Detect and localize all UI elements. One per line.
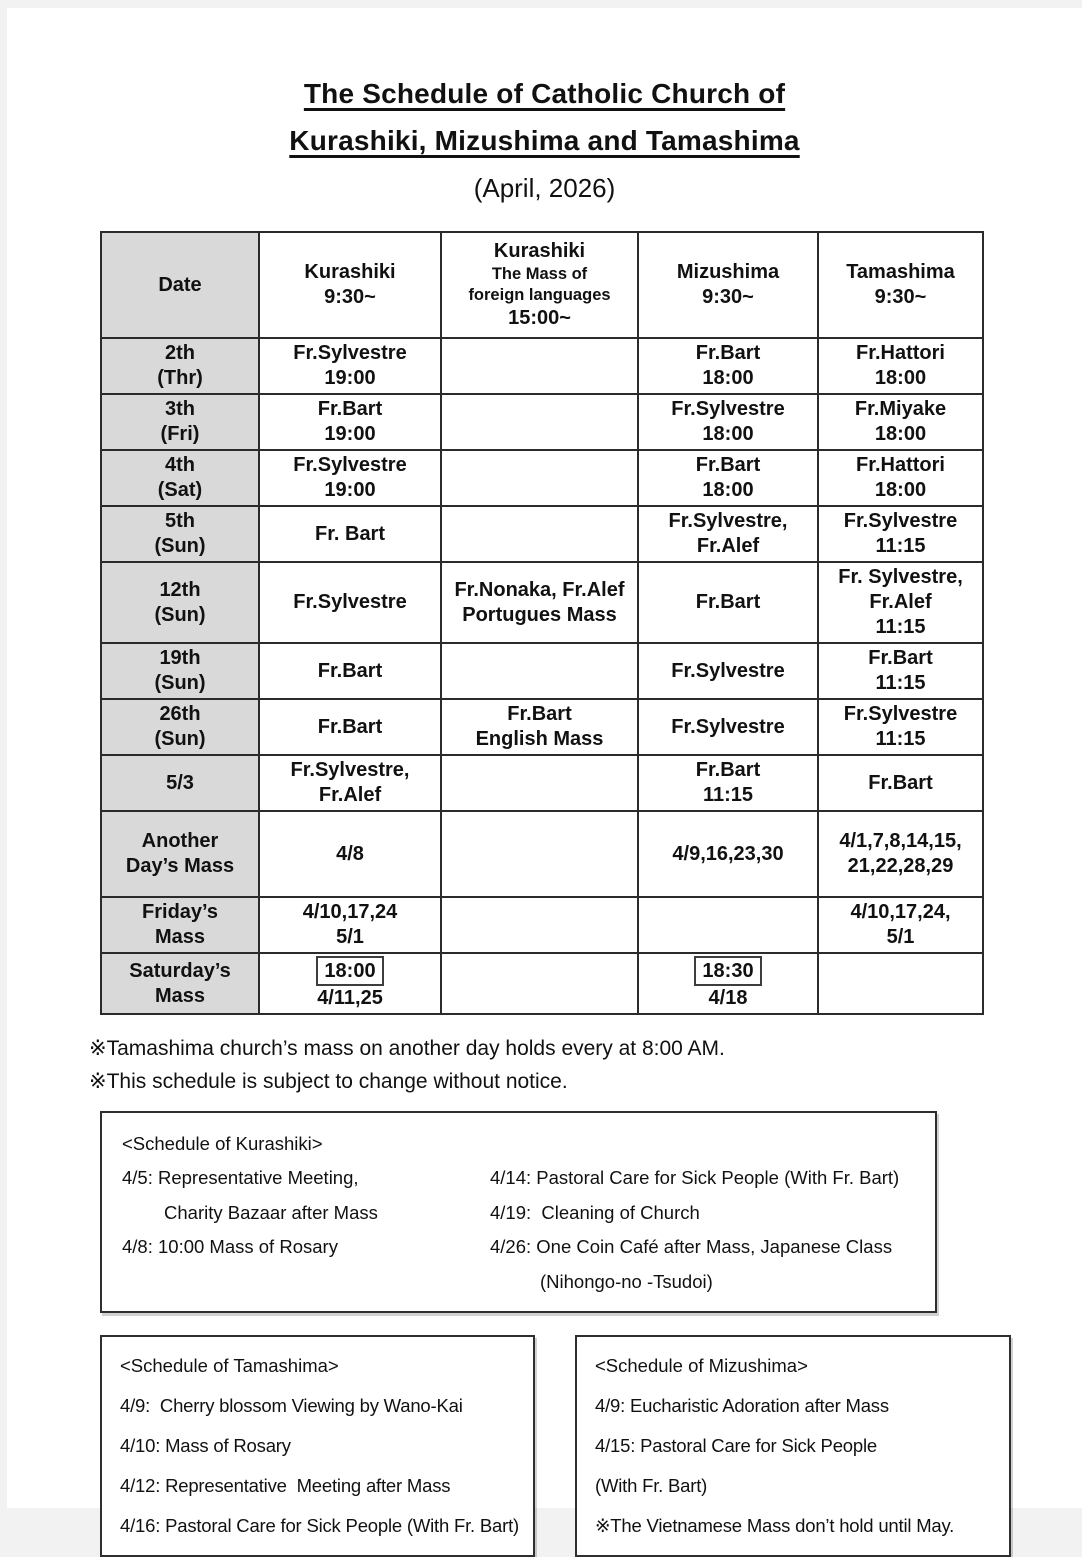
date-cell: Saturday’s Mass [101, 953, 259, 1014]
schedule-cell [441, 394, 638, 450]
date-cell: 2th (Thr) [101, 338, 259, 394]
page-subtitle: (April, 2026) [473, 173, 616, 203]
document-page [7, 8, 1082, 1536]
schedule-cell: Fr.Bart English Mass [441, 699, 638, 755]
schedule-cell: Fr.Sylvestre 19:00 [259, 450, 441, 506]
header-row [101, 232, 983, 338]
schedule-cell: Fr.Sylvestre 19:00 [259, 338, 441, 394]
table-row [101, 897, 983, 953]
schedule-cell [441, 338, 638, 394]
schedule-cell [441, 811, 638, 897]
schedule-line: 4/15: Pastoral Care for Sick People [595, 1435, 877, 1456]
schedule-cell [441, 953, 638, 1014]
table-row [101, 338, 983, 394]
schedule-cell: 4/9,16,23,30 [638, 811, 818, 897]
schedule-cell: Fr.Bart [259, 699, 441, 755]
schedule-cell [638, 897, 818, 953]
title-line-1: The Schedule of Catholic Church of [303, 78, 786, 109]
table-row [101, 755, 983, 811]
table-row [101, 643, 983, 699]
mizushima-schedule-box [575, 1335, 1011, 1557]
schedule-cell: Fr.Miyake 18:00 [818, 394, 983, 450]
date-cell: Another Day’s Mass [101, 811, 259, 897]
schedule-cell [818, 953, 983, 1014]
box-title: <Schedule of Mizushima> [595, 1355, 808, 1376]
col-header-kurashiki-foreign: Kurashiki The Mass of foreign languages 15:00~ [441, 232, 638, 338]
footnotes [89, 1032, 1082, 1098]
kurashiki-box-right-column [490, 1161, 935, 1299]
table-row [101, 562, 983, 643]
schedule-cell: Fr.Sylvestre 18:00 [638, 394, 818, 450]
mass-schedule-table [100, 231, 984, 1015]
boxed-time: 18:30 [694, 956, 761, 986]
schedule-cell [441, 506, 638, 562]
schedule-cell: 18:00 4/11,25 [259, 953, 441, 1014]
schedule-line: 4/16: Pastoral Care for Sick People (With Fr. Bart) [120, 1515, 520, 1536]
page-title [7, 70, 1082, 164]
schedule-line: Charity Bazaar after Mass [164, 1201, 378, 1223]
schedule-line: 4/9: Cherry blossom Viewing by Wano-Kai [120, 1395, 463, 1416]
table-row [101, 811, 983, 897]
date-cell: 4th (Sat) [101, 450, 259, 506]
col-header-kurashiki: Kurashiki 9:30~ [259, 232, 441, 338]
schedule-cell: Fr.Bart [638, 562, 818, 643]
schedule-cell: Fr.Sylvestre [638, 643, 818, 699]
tamashima-schedule-box [100, 1335, 535, 1557]
note-line: ※Tamashima church’s mass on another day holds every at 8:00 AM. [89, 1037, 725, 1060]
schedule-cell: Fr.Bart 19:00 [259, 394, 441, 450]
schedule-cell: 4/10,17,24 5/1 [259, 897, 441, 953]
date-cell: 5th (Sun) [101, 506, 259, 562]
schedule-line: 4/9: Eucharistic Adoration after Mass [595, 1395, 889, 1416]
schedule-cell [441, 897, 638, 953]
date-cell: 3th (Fri) [101, 394, 259, 450]
schedule-cell: 4/10,17,24, 5/1 [818, 897, 983, 953]
boxed-time: 18:00 [316, 956, 383, 986]
schedule-cell: 4/1,7,8,14,15, 21,22,28,29 [818, 811, 983, 897]
schedule-line: (With Fr. Bart) [595, 1475, 708, 1496]
schedule-line: (Nihongo-no -Tsudoi) [540, 1270, 713, 1292]
date-cell: 19th (Sun) [101, 643, 259, 699]
schedule-cell: Fr.Sylvestre, Fr.Alef [638, 506, 818, 562]
document-header [7, 70, 1082, 204]
schedule-line: 4/5: Representative Meeting, [122, 1167, 359, 1188]
date-cell: 5/3 [101, 755, 259, 811]
schedule-line: 4/8: 10:00 Mass of Rosary [122, 1236, 338, 1257]
box-title: <Schedule of Kurashiki> [122, 1133, 323, 1154]
schedule-line: ※The Vietnamese Mass don’t hold until May. [595, 1515, 955, 1536]
schedule-cell: Fr.Bart [818, 755, 983, 811]
table-row [101, 450, 983, 506]
schedule-cell: Fr.Bart 18:00 [638, 450, 818, 506]
schedule-cell: Fr.Bart 11:15 [818, 643, 983, 699]
schedule-cell: 18:30 4/18 [638, 953, 818, 1014]
col-header-date: Date [101, 232, 259, 338]
date-cell: 12th (Sun) [101, 562, 259, 643]
schedule-cell [441, 755, 638, 811]
schedule-line: 4/19: Cleaning of Church [490, 1201, 700, 1223]
schedule-line: 4/10: Mass of Rosary [120, 1435, 291, 1456]
col-header-tamashima: Tamashima 9:30~ [818, 232, 983, 338]
date-cell: Friday’s Mass [101, 897, 259, 953]
box-title: <Schedule of Tamashima> [120, 1355, 339, 1376]
schedule-line: 4/26: One Coin Café after Mass, Japanese Class [490, 1236, 893, 1257]
table-row [101, 699, 983, 755]
date-cell: 26th (Sun) [101, 699, 259, 755]
schedule-line: 4/14: Pastoral Care for Sick People (With Fr. Bart) [490, 1167, 900, 1188]
schedule-line: 4/12: Representative Meeting after Mass [120, 1475, 451, 1496]
schedule-cell: Fr.Nonaka, Fr.Alef Portugues Mass [441, 562, 638, 643]
schedule-cell: Fr.Sylvestre 11:15 [818, 699, 983, 755]
schedule-cell: Fr.Bart [259, 643, 441, 699]
col-header-mizushima: Mizushima 9:30~ [638, 232, 818, 338]
schedule-cell: Fr.Bart 18:00 [638, 338, 818, 394]
table-row [101, 506, 983, 562]
kurashiki-schedule-box [100, 1111, 937, 1313]
schedule-cell: Fr.Sylvestre [259, 562, 441, 643]
title-line-2: Kurashiki, Mizushima and Tamashima [289, 125, 800, 156]
schedule-cell: Fr.Sylvestre [638, 699, 818, 755]
table-row [101, 953, 983, 1014]
table-row [101, 394, 983, 450]
schedule-cell: Fr.Hattori 18:00 [818, 450, 983, 506]
schedule-cell: Fr. Bart [259, 506, 441, 562]
schedule-cell: Fr.Sylvestre 11:15 [818, 506, 983, 562]
note-line: ※This schedule is subject to change without notice. [89, 1070, 568, 1093]
schedule-cell: Fr. Sylvestre, Fr.Alef 11:15 [818, 562, 983, 643]
schedule-cell: Fr.Hattori 18:00 [818, 338, 983, 394]
schedule-cell: 4/8 [259, 811, 441, 897]
kurashiki-box-left-column [122, 1161, 490, 1299]
schedule-cell [441, 450, 638, 506]
bottom-boxes [100, 1335, 1082, 1557]
schedule-cell [441, 643, 638, 699]
schedule-cell: Fr.Sylvestre, Fr.Alef [259, 755, 441, 811]
schedule-cell: Fr.Bart 11:15 [638, 755, 818, 811]
